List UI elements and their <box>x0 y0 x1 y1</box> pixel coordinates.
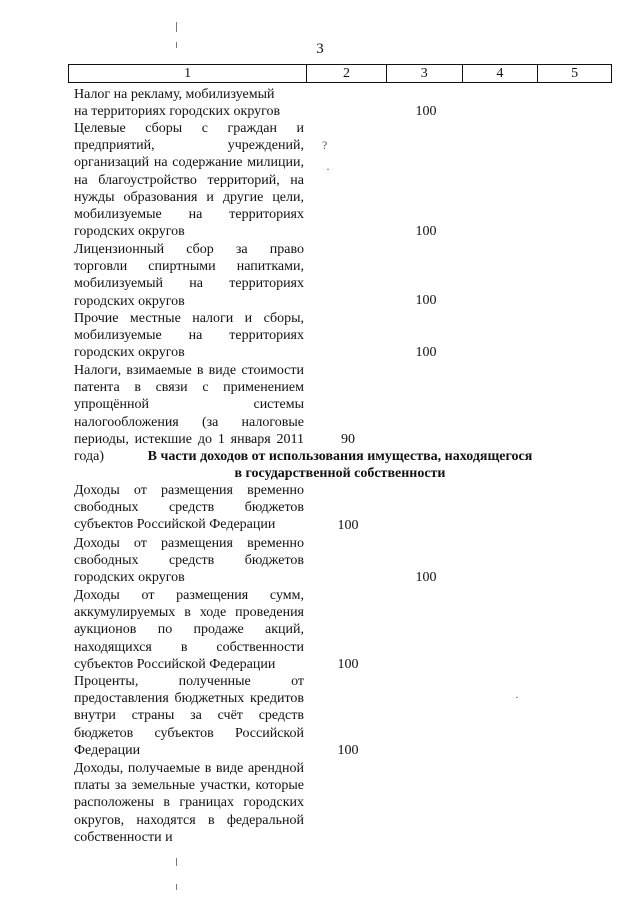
row-value-col3: 100 <box>415 344 437 360</box>
row-value-col3: 100 <box>415 103 437 119</box>
table-row <box>74 673 359 759</box>
table-row <box>74 241 437 309</box>
scan-artifact <box>176 884 177 890</box>
row-description: Доходы от размещения временно свободных средств бюджетов субъектов Российской Федерации <box>74 483 304 533</box>
row-value-col3: 100 <box>415 292 437 308</box>
scan-artifact <box>176 42 177 48</box>
row-description: Налоги, взимаемые в виде стоимости патента в связи с применением упрощённой системы налогообложения (за налоговые периоды, истекшие до 1 января 2011 года) <box>74 363 304 465</box>
scan-artifact: · <box>515 690 519 704</box>
header-col-1: 1 <box>184 66 192 81</box>
table-row <box>74 587 359 673</box>
row-description: Прочие местные налоги и сборы, мобилизуемые на территориях городских округов <box>74 311 304 361</box>
scan-artifact: ? <box>322 138 328 152</box>
table-row <box>74 362 355 465</box>
table-row <box>74 535 437 586</box>
row-description: Доходы от размещения сумм, аккумулируемых в ходе проведения аукционов по продаже акций, находящихся в собственности субъектов Российской Федерации <box>74 588 304 672</box>
header-col-2: 2 <box>306 65 386 82</box>
header-col-4: 4 <box>462 65 538 82</box>
row-value-col3: 100 <box>415 569 437 585</box>
header-col-3: 3 <box>386 65 462 82</box>
row-description: Доходы от размещения временно свободных средств бюджетов городских округов <box>74 536 304 586</box>
table-row <box>74 760 304 846</box>
section-heading: В части доходов от использования имущества, находящегося в государственной собственности <box>147 449 533 481</box>
row-value-col2: 100 <box>337 517 359 533</box>
scan-artifact <box>176 22 177 32</box>
table-row <box>74 310 437 361</box>
row-description: Налог на рекламу, мобилизуемый на территориях городских округов <box>74 87 281 120</box>
page-number: 3 <box>316 41 324 57</box>
header-col-5: 5 <box>537 65 611 82</box>
table-row <box>74 120 437 240</box>
table-header-row <box>68 64 612 83</box>
row-description: Доходы, получаемые в виде арендной платы за земельные участки, которые расположены в границах городских округов, находятся в федеральной собственности и <box>74 761 304 845</box>
table-row <box>74 86 437 120</box>
row-value-col3: 100 <box>415 223 437 239</box>
scan-artifact <box>176 858 177 866</box>
table-row <box>74 482 359 534</box>
row-description: Лицензионный сбор за право торговли спиртными напитками, мобилизуемый на территориях городских округов <box>74 242 304 309</box>
row-value-col2: 100 <box>337 742 359 758</box>
row-description: Проценты, полученные от предоставления бюджетных кредитов внутри страны за счёт средств бюджетов субъектов Российской Федерации <box>74 674 304 758</box>
row-description: Целевые сборы с граждан и предприятий, учреждений, организаций на содержание милиции, на благоустройство территорий, на нужды образования и другие цели, мобилизуемые на территориях городских округов <box>74 121 304 240</box>
scan-artifact: · <box>326 162 330 176</box>
row-value-col2: 90 <box>341 431 355 447</box>
row-value-col2: 100 <box>337 656 359 672</box>
